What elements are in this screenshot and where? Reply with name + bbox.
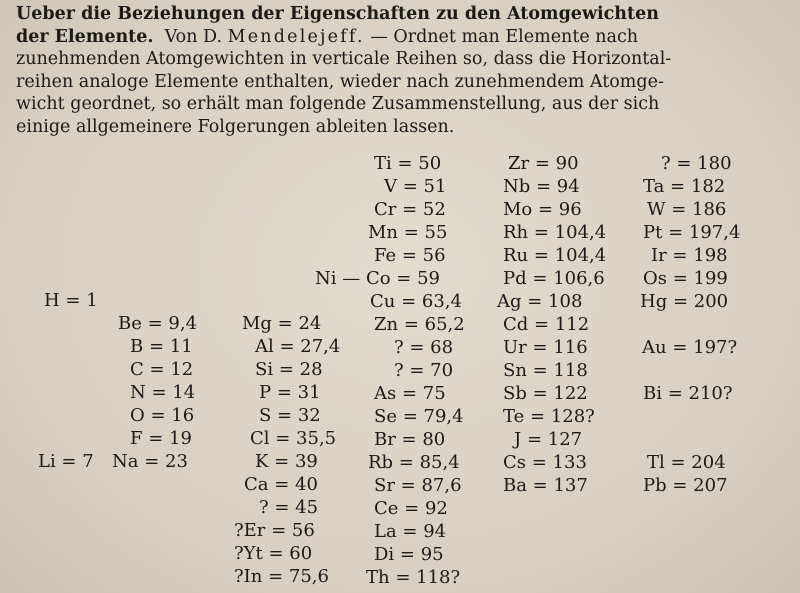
element-entry: Li = 7 <box>38 451 94 472</box>
element-entry: Nb = 94 <box>503 176 580 197</box>
element-entry: Na = 23 <box>112 451 188 472</box>
element-entry: P = 31 <box>259 382 321 403</box>
element-entry: Ce = 92 <box>374 498 448 519</box>
element-entry: S = 32 <box>259 405 321 426</box>
element-entry: C = 12 <box>130 359 194 380</box>
element-entry: Cu = 63,4 <box>370 291 462 312</box>
intro-line-2 <box>16 26 786 49</box>
element-entry: Zn = 65,2 <box>374 314 465 335</box>
element-entry: Ba = 137 <box>503 475 588 496</box>
element-entry: Ca = 40 <box>244 474 318 495</box>
element-entry: ?In = 75,6 <box>234 566 329 587</box>
element-entry: La = 94 <box>374 521 447 542</box>
element-entry: Br = 80 <box>374 429 446 450</box>
element-entry: H = 1 <box>44 290 98 311</box>
element-entry: Hg = 200 <box>640 291 729 312</box>
element-entry: B = 11 <box>130 336 193 357</box>
element-entry: Si = 28 <box>255 359 323 380</box>
author-name: Mendelejeff. <box>227 26 365 47</box>
element-entry: Zr = 90 <box>508 153 579 174</box>
element-entry: Al = 27,4 <box>255 336 341 357</box>
element-entry: Rb = 85,4 <box>368 452 460 473</box>
intro-line-3: zunehmenden Atomgewichten in verticale Reihen so, dass die Horizontal- <box>16 49 672 69</box>
article-title: Ueber die Beziehungen der Eigenschaften zu den Atomgewichten <box>16 4 659 24</box>
element-entry: Sb = 122 <box>503 383 588 404</box>
element-entry: Cd = 112 <box>503 314 590 335</box>
element-entry: K = 39 <box>255 451 318 472</box>
element-entry: ? = 180 <box>661 153 732 174</box>
element-entry: Mn = 55 <box>368 222 448 243</box>
element-entry: Pd = 106,6 <box>503 268 605 289</box>
intro-text-start: — Ordnet man Elemente nach <box>370 26 639 47</box>
intro-paragraph <box>16 3 786 138</box>
element-entry: Sn = 118 <box>503 360 588 381</box>
element-entry: Fe = 56 <box>374 245 446 266</box>
element-entry: Be = 9,4 <box>118 313 198 334</box>
element-entry: ? = 45 <box>259 497 319 518</box>
element-entry: Ni — Co = 59 <box>315 268 440 289</box>
element-entry: V = 51 <box>384 176 447 197</box>
element-entry: Sr = 87,6 <box>374 475 462 496</box>
element-entry: Au = 197? <box>642 337 738 358</box>
element-entry: Ir = 198 <box>651 245 728 266</box>
element-entry: Di = 95 <box>374 544 444 565</box>
element-entry: Te = 128? <box>503 406 595 427</box>
element-entry: F = 19 <box>130 428 192 449</box>
element-entry: Ur = 116 <box>503 337 588 358</box>
element-entry: Mo = 96 <box>503 199 582 220</box>
element-entry: Tl = 204 <box>647 452 726 473</box>
intro-line-6: einige allgemeinere Folgerungen ableiten lassen. <box>16 116 455 137</box>
element-entry: Th = 118? <box>366 567 461 588</box>
element-entry: As = 75 <box>374 383 446 404</box>
author-prefix: Von D. <box>164 26 223 47</box>
article-title-cont: der Elemente. <box>16 26 154 47</box>
element-entry: Pt = 197,4 <box>643 222 741 243</box>
element-entry: Ta = 182 <box>643 176 726 197</box>
element-entry: Cr = 52 <box>374 199 446 220</box>
element-entry: ?Yt = 60 <box>234 543 313 564</box>
element-entry: ?Er = 56 <box>234 520 315 541</box>
element-entry: Ru = 104,4 <box>503 245 607 266</box>
element-entry: Os = 199 <box>643 268 728 289</box>
element-entry: Cl = 35,5 <box>250 428 337 449</box>
element-entry: Se = 79,4 <box>374 406 464 427</box>
intro-line-4: reihen analoge Elemente enthalten, wieder nach zunehmendem Atomge- <box>16 71 664 92</box>
element-entry: Ag = 108 <box>497 291 583 312</box>
element-entry: ? = 68 <box>394 337 454 358</box>
element-entry: W = 186 <box>647 199 727 220</box>
element-entry: N = 14 <box>130 382 196 403</box>
element-entry: Ti = 50 <box>374 153 442 174</box>
element-entry: J = 127 <box>514 429 583 450</box>
element-entry: O = 16 <box>130 405 195 426</box>
element-entry: Rh = 104,4 <box>503 222 607 243</box>
element-entry: Pb = 207 <box>643 475 728 496</box>
element-entry: ? = 70 <box>394 360 454 381</box>
element-entry: Bi = 210? <box>643 383 733 404</box>
intro-line-1 <box>16 3 786 26</box>
element-entry: Cs = 133 <box>503 452 587 473</box>
element-entry: Mg = 24 <box>242 313 322 334</box>
intro-line-5: wicht geordnet, so erhält man folgende Zusammenstellung, aus der sich <box>16 94 660 114</box>
